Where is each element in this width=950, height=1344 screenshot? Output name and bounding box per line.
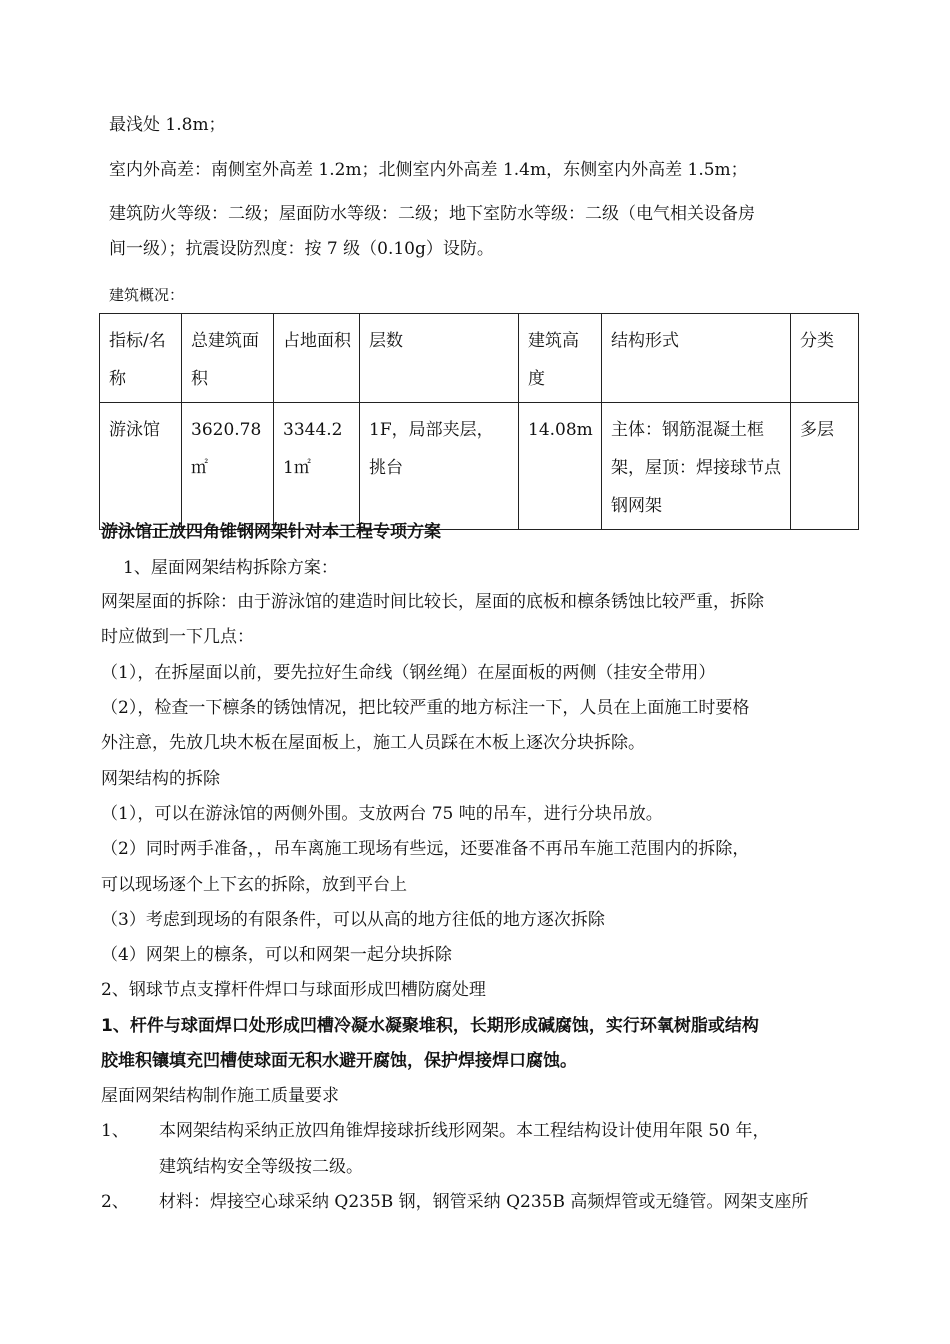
text-line: 外注意，先放几块木板在屋面板上，施工人员踩在木板上逐次分块拆除。 (101, 733, 645, 753)
subheading: 屋面网架结构制作施工质量要求 (101, 1086, 339, 1106)
list-item: 本网架结构采纳正放四角锥焊接球折线形网架。本工程结构设计使用年限 50 年， (159, 1121, 770, 1141)
text-line: 最浅处 1.8m； (109, 115, 226, 135)
table-cell: 主体：钢筋混凝土框架，屋顶：焊接球节点钢网架 (602, 403, 791, 530)
header-cell: 分类 (791, 314, 859, 403)
subheading: 1、屋面网架结构拆除方案： (123, 558, 338, 578)
table-cell: 1F，局部夹层，挑台 (360, 403, 519, 530)
header-cell: 指标/名称 (100, 314, 182, 403)
header-cell: 建筑高度 (519, 314, 602, 403)
subheading: 网架结构的拆除 (101, 769, 220, 789)
table-cell: 多层 (791, 403, 859, 530)
list-item: （1），在拆屋面以前，要先拉好生命线（钢丝绳）在屋面板的两侧（挂安全带用） (101, 663, 716, 683)
building-overview-table (99, 313, 859, 530)
list-item: 材料：焊接空心球采纳 Q235B 钢，钢管采纳 Q235B 高频焊管或无缝管。网架支座所 (159, 1192, 809, 1212)
list-item: （3）考虑到现场的有限条件，可以从高的地方往低的地方逐次拆除 (101, 910, 605, 930)
subheading: 2、钢球节点支撑杆件焊口与球面形成凹槽防腐处理 (101, 980, 486, 1000)
table-row (100, 403, 859, 530)
text-line: 可以现场逐个上下玄的拆除，放到平台上 (101, 875, 407, 895)
list-item: （2），检查一下檩条的锈蚀情况，把比较严重的地方标注一下，人员在上面施工时要格 (101, 698, 750, 718)
text-line: 室内外高差：南侧室外高差 1.2m；北侧室内外高差 1.4m，东侧室内外高差 1.5m； (109, 160, 748, 180)
table-cell: 游泳馆 (100, 403, 182, 530)
table-header-row (100, 314, 859, 403)
table-cell: 3344.21㎡ (274, 403, 360, 530)
text-line: 时应做到一下几点： (101, 627, 254, 647)
header-cell: 占地面积 (274, 314, 360, 403)
header-cell: 结构形式 (602, 314, 791, 403)
list-item: （4）网架上的檩条，可以和网架一起分块拆除 (101, 945, 452, 965)
table-cell: 14.08m (519, 403, 602, 530)
bold-text-line: 胶堆积镶填充凹槽使球面无积水避开腐蚀，保护焊接焊口腐蚀。 (101, 1051, 577, 1071)
header-cell: 层数 (360, 314, 519, 403)
text-line: 建筑结构安全等级按二级。 (159, 1157, 363, 1177)
header-cell: 总建筑面积 (182, 314, 274, 403)
list-number: 2、 (101, 1192, 129, 1212)
text-line: 间一级）；抗震设防烈度：按 7 级（0.10g）设防。 (109, 239, 494, 259)
text-line: 网架屋面的拆除：由于游泳馆的建造时间比较长，屋面的底板和檩条锈蚀比较严重，拆除 (101, 592, 764, 612)
list-item: （1），可以在游泳馆的两侧外围。支放两台 75 吨的吊车，进行分块吊放。 (101, 804, 663, 824)
text-line: 建筑防火等级：二级；屋面防水等级：二级；地下室防水等级：二级（电气相关设备房 (109, 204, 755, 224)
table-cell: 3620.78㎡ (182, 403, 274, 530)
list-item: （2）同时两手准备，，吊车离施工现场有些远，还要准备不再吊车施工范围内的拆除， (101, 839, 750, 859)
list-number: 1、 (101, 1121, 129, 1141)
table-caption: 建筑概况： (109, 286, 185, 304)
bold-text-line: 1、杆件与球面焊口处形成凹槽冷凝水凝聚堆积，长期形成碱腐蚀，实行环氧树脂或结构 (101, 1016, 759, 1036)
section-title: 游泳馆正放四角锥钢网架针对本工程专项方案 (101, 522, 441, 542)
